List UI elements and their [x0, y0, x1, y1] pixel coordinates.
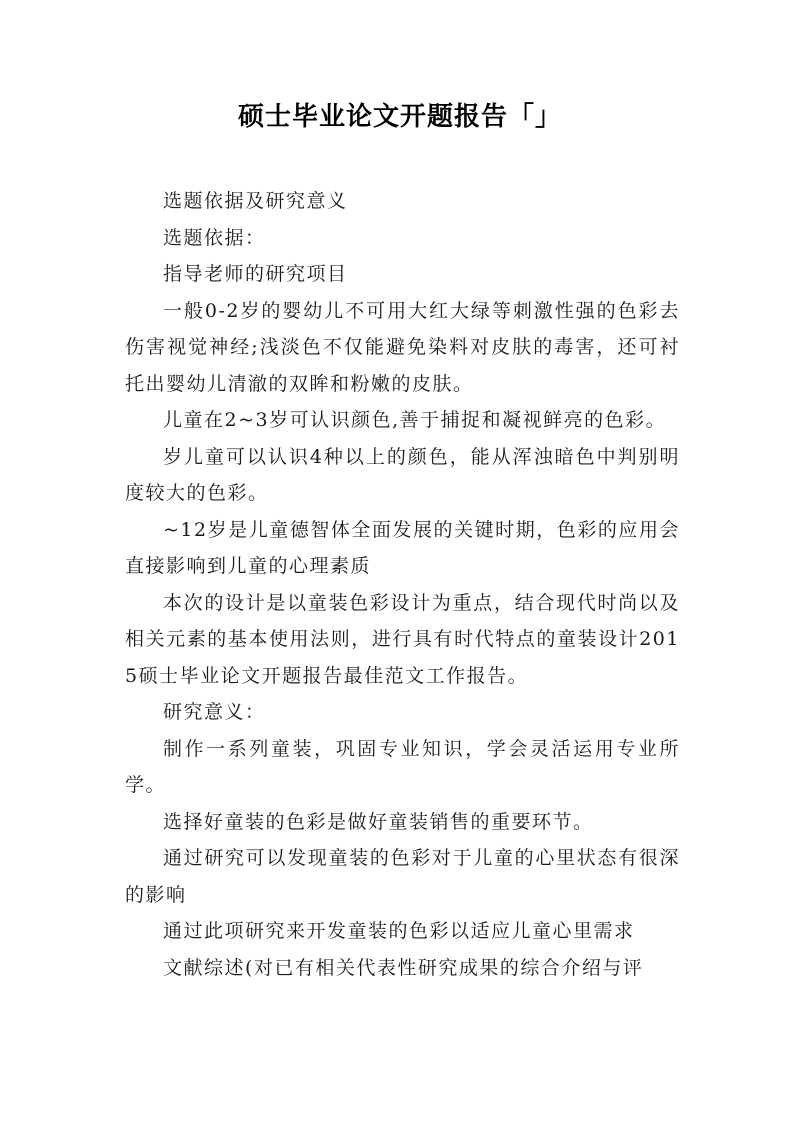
paragraph-design-focus: 本次的设计是以童装色彩设计为重点，结合现代时尚以及相关元素的基本使用法则，进行具有时代特点的童装设计2015硕士毕业论文开题报告最佳范文工作报告。: [125, 591, 680, 687]
paragraph-infant-colors: 一般0-2岁的婴幼儿不可用大红大绿等刺激性强的色彩去伤害视觉神经;浅淡色不仅能避免染料对皮肤的毒害，还可衬托出婴幼儿清澈的双眸和粉嫩的皮肤。: [125, 299, 680, 395]
document-title: 硕士毕业论文开题报告「」: [237, 102, 562, 132]
paragraph-research-finding: 通过研究可以发现童装的色彩对于儿童的心里状态有很深的影响: [125, 847, 680, 906]
paragraph-research-significance-heading: 研究意义：: [163, 701, 266, 723]
document-body: [125, 183, 680, 986]
paragraph-advisor-project: 指导老师的研究项目: [163, 263, 348, 285]
paragraph-age-2-3: 儿童在2~3岁可认识颜色,善于捕捉和凝视鲜亮的色彩。: [163, 409, 667, 431]
paragraph-research-develop: 通过此项研究来开发童装的色彩以适应儿童心里需求: [163, 920, 635, 942]
paragraph-age-12: ~12岁是儿童德智体全面发展的关键时期，色彩的应用会直接影响到儿童的心理素质: [125, 518, 680, 577]
paragraph-color-recognition: 岁儿童可以认识4种以上的颜色，能从浑浊暗色中判别明度较大的色彩。: [125, 445, 680, 504]
paragraph-choose-colors: 选择好童装的色彩是做好童装销售的重要环节。: [163, 810, 594, 833]
paragraph-make-series: 制作一系列童装，巩固专业知识，学会灵活运用专业所学。: [125, 737, 680, 796]
paragraph-topic-basis-heading: 选题依据及研究意义: [163, 190, 348, 212]
paragraph-topic-basis: 选题依据：: [163, 226, 266, 249]
paragraph-literature-review: 文献综述(对已有相关代表性研究成果的综合介绍与评: [163, 956, 644, 979]
